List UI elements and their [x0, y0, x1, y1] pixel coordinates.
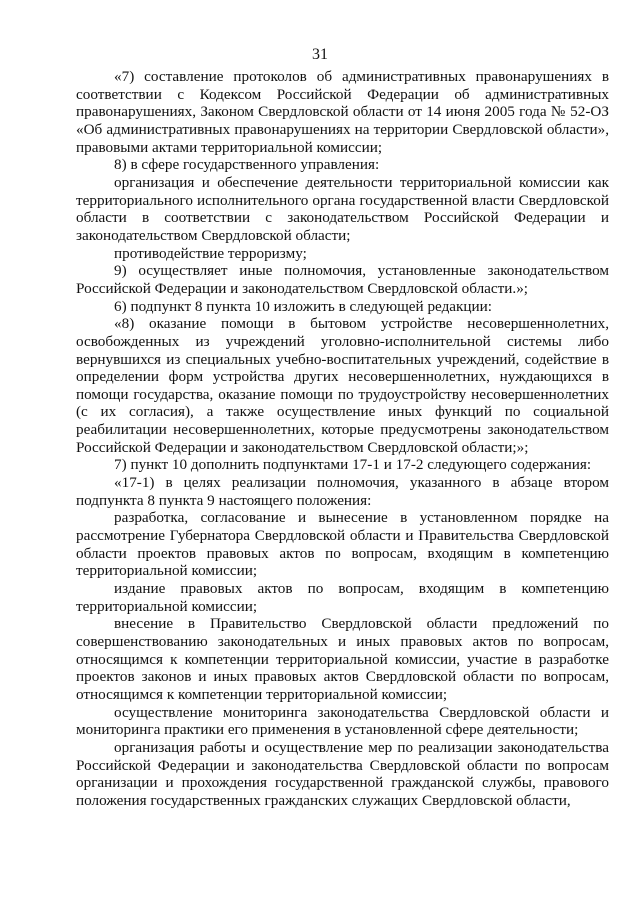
paragraph: осуществление мониторинга законодательства Свердловской области и мониторинга практики его применения в установленной сфере деятельности; [76, 703, 609, 739]
paragraph: организация работы и осуществление мер по реализации законодательства Российской Федерации и законодательства Свердловской области по вопросам организации и прохождения государственной гражданской службы, правового положения государственных гражданских служащих Свердловской области, [76, 738, 609, 809]
paragraph: внесение в Правительство Свердловской области предложений по совершенствованию законодательных и иных правовых актов по вопросам, относящимся к компетенции территориальной комиссии, участие в разработке проектов законов и иных правовых актов Свердловской области по вопросам, относящимся к компетенции территориальной комиссии; [76, 615, 609, 703]
paragraph: организация и обеспечение деятельности территориальной комиссии как территориального исполнительного органа государственной власти Свердловской области в соответствии с законодательством Российской Федерации и законодательством Свердловской области; [76, 173, 609, 244]
paragraph: 6) подпункт 8 пункта 10 изложить в следующей редакции: [114, 297, 493, 315]
paragraph: противодействие терроризму; [114, 244, 307, 262]
paragraph: разработка, согласование и вынесение в установленном порядке на рассмотрение Губернатора Свердловской области и Правительства Свердловской области проектов правовых актов по вопросам, входящим в компетенцию территориальной комиссии; [76, 509, 609, 580]
document-body [76, 68, 609, 810]
paragraph: 7) пункт 10 дополнить подпунктами 17-1 и 17-2 следующего содержания: [114, 456, 592, 474]
paragraph: 9) осуществляет иные полномочия, установленные законодательством Российской Федерации и законодательством Свердловской области.»; [76, 262, 609, 297]
paragraph: «17-1) в целях реализации полномочия, указанного в абзаце втором подпункта 8 пункта 9 настоящего положения: [76, 474, 609, 509]
paragraph: «7) составление протоколов об административных правонарушениях в соответствии с Кодексом Российской Федерации об административных правонарушениях, Законом Свердловской области от 14 июня 2005 года № 52-ОЗ «Об административных правонарушениях на территории Свердловской области», правовыми актами территориальной комиссии; [76, 68, 609, 156]
paragraph: издание правовых актов по вопросам, входящим в компетенцию территориальной комиссии; [76, 580, 609, 615]
page-number: 31 [312, 46, 328, 63]
paragraph: «8) оказание помощи в бытовом устройстве несовершеннолетних, освобожденных из учреждений уголовно-исполнительной системы либо вернувшихся из специальных учебно-воспитательных учреждений, содействие в определении форм устройства других несовершеннолетних, нуждающихся в помощи государства, оказание помощи по трудоустройству несовершеннолетних (с их согласия), а также осуществление иных функций по социальной реабилитации несовершеннолетних, которые предусмотрены законодательством Российской Федерации и законодательством Свердловской области;»; [76, 315, 609, 456]
paragraph: 8) в сфере государственного управления: [114, 156, 380, 174]
